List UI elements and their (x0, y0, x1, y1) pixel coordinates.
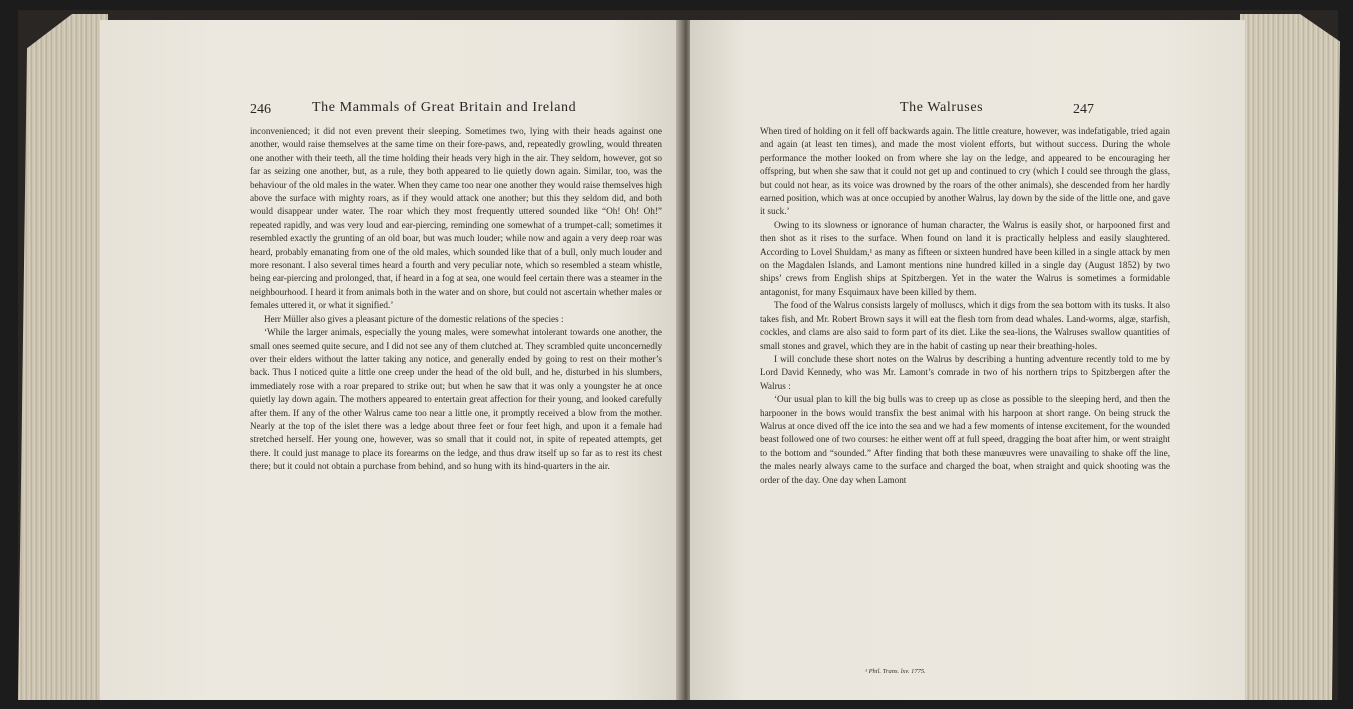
paragraph: Herr Müller also gives a pleasant picture of the domestic relations of the species : (264, 313, 564, 324)
left-page (100, 20, 680, 700)
paragraph: I will conclude these short notes on the Walrus by describing a hunting adventure recently told to me by Lord David Kennedy, who was Mr. Lamont’s comrade in two of his northern trips to Spitzbergen after the Walrus : (760, 353, 1170, 391)
page-edges-left (18, 14, 108, 700)
left-page-number: 246 (250, 102, 271, 117)
paragraph: inconvenienced; it did not even prevent their sleeping. Sometimes two, lying with their heads against one another, would raise themselves at the same time on their fore-paws, and, repeatedly growling, would threaten one another with their teeth, all the time holding their heads very high in the air. They seldom, however, got so far as seizing one another, but, as a rule, they both appeared to lie quietly down again. Similar, too, was the behaviour of the old males in the water. When they came too near one another they would raise themselves high above the surface with mighty roars, as if they would attack one another; but this they seldom did, and both would disappear under water. The roar which they most frequently uttered sounded like “Oh! Oh! Oh!” repeated rapidly, and was very loud and ear-piercing, reminding one somewhat of a trumpet-call; sometimes it resembled exactly the grunting of an old boar, but was much louder; while now and again a very deep roar was heard, probably emanating from one of the old males, which sounded like that of a bull, only much louder and more resonant. I also several times heard a fourth and very peculiar note, which so resembled a steam whistle, being ear-piercing and prolonged, that, if heard in a fog at sea, one would feel certain there was a steamer in the neighbourhood. I heard it from animals both in the water and on shore, but could not ascertain whether males or females uttered it, or what it signified.’ (250, 126, 662, 311)
right-running-head: The Walruses (900, 100, 984, 115)
paragraph: The food of the Walrus consists largely of molluscs, which it digs from the sea bottom with its tusks. It also takes fish, and Mr. Robert Brown says it will eat the flesh torn from dead whales. Land-worms, algæ, starfish, cockles, and clams are also said to form part of its diet. Like the sea-lions, the Walruses swallow quantities of small stones and gravel, which they are in the habit of casting up near their breathing-holes. (760, 300, 1170, 351)
right-page-number: 247 (1073, 102, 1094, 117)
paragraph: ‘While the larger animals, especially the young males, were somewhat intolerant towards one another, the small ones seemed quite secure, and I did not see any of them clutched at. They scrambled quite unconcernedly over their elders without the latter taking any notice, and generally ended by going to rest on their mother’s back. Thus I noticed quite a little one creep under the head of the old bull, and he, disturbed in his slumbers, immediately rose with a roar prepared to strike out; but when he saw that it was only a youngster he at once quietly lay down again. The mothers appeared to entertain great affection for their young, and looked carefully after them. If any of the other Walrus came too near a little one, it promptly received a blow from the mother. Nearly at the top of the islet there was a ledge about three feet or four feet high, and upon it a female had stretched herself. Her young one, however, was so small that it could not, in spite of repeated attempts, get there. It could just manage to place its forearms on the ledge, and thus draw itself up so far as to rest its chest there; but it could not obtain a purchase from behind, and so hung with its hind-quarters in the air. (250, 327, 662, 472)
footnote: ¹ Phil. Trans. lxv. 1775. (865, 668, 926, 675)
page-edges-right (1240, 14, 1340, 700)
paragraph: ‘Our usual plan to kill the big bulls was to creep up as close as possible to the sleeping herd, and then the harpooner in the bows would transfix the best animal with his harpoon at short range. On being struck the Walrus at once dived off the ice into the sea and we had a few moments of intense excitement, for the wounded beast followed one of two courses: he either went off at full speed, dragging the boat after him, or went straight to the bottom and “sounded.” After finding that both these manœuvres were unavailing to shake off the line, the males nearly always came to the surface and charged the boat, when straight and quick shooting was the order of the day. One day when Lamont (760, 394, 1170, 485)
left-running-head: The Mammals of Great Britain and Ireland (312, 100, 577, 115)
paragraph: Owing to its slowness or ignorance of human character, the Walrus is easily shot, or harpooned first and then shot as it rises to the surface. When found on land it is practically helpless and easily slaughtered. According to Lovel Shuldam,¹ as many as fifteen or sixteen hundred have been killed in a single attack by men on the Magdalen Islands, and Lamont mentions nine hundred killed in a single day (August 1852) by two ships’ crews from English ships at Spitzbergen. Yet in the water the Walrus is sometimes a formidable antagonist, for many Esquimaux have been killed by them. (760, 219, 1170, 297)
paragraph: When tired of holding on it fell off backwards again. The little creature, however, was indefatigable, tried again and again (at least ten times), and made the most violent efforts, but without success. During the whole performance the mother looked on from where she lay on the ledge, and appeared to be encouraging her offspring, but when she saw that it could not get up and continued to cry (which I could see through the glass, but could not hear, as its voice was drowned by the roars of the other animals), she descended from her hardly earned position, which was at once occupied by another Walrus, lay down by the side of the little one, and gave it suck.’ (760, 126, 1170, 217)
right-page (690, 20, 1245, 700)
right-page-text (760, 125, 1170, 487)
left-page-text (250, 125, 662, 474)
